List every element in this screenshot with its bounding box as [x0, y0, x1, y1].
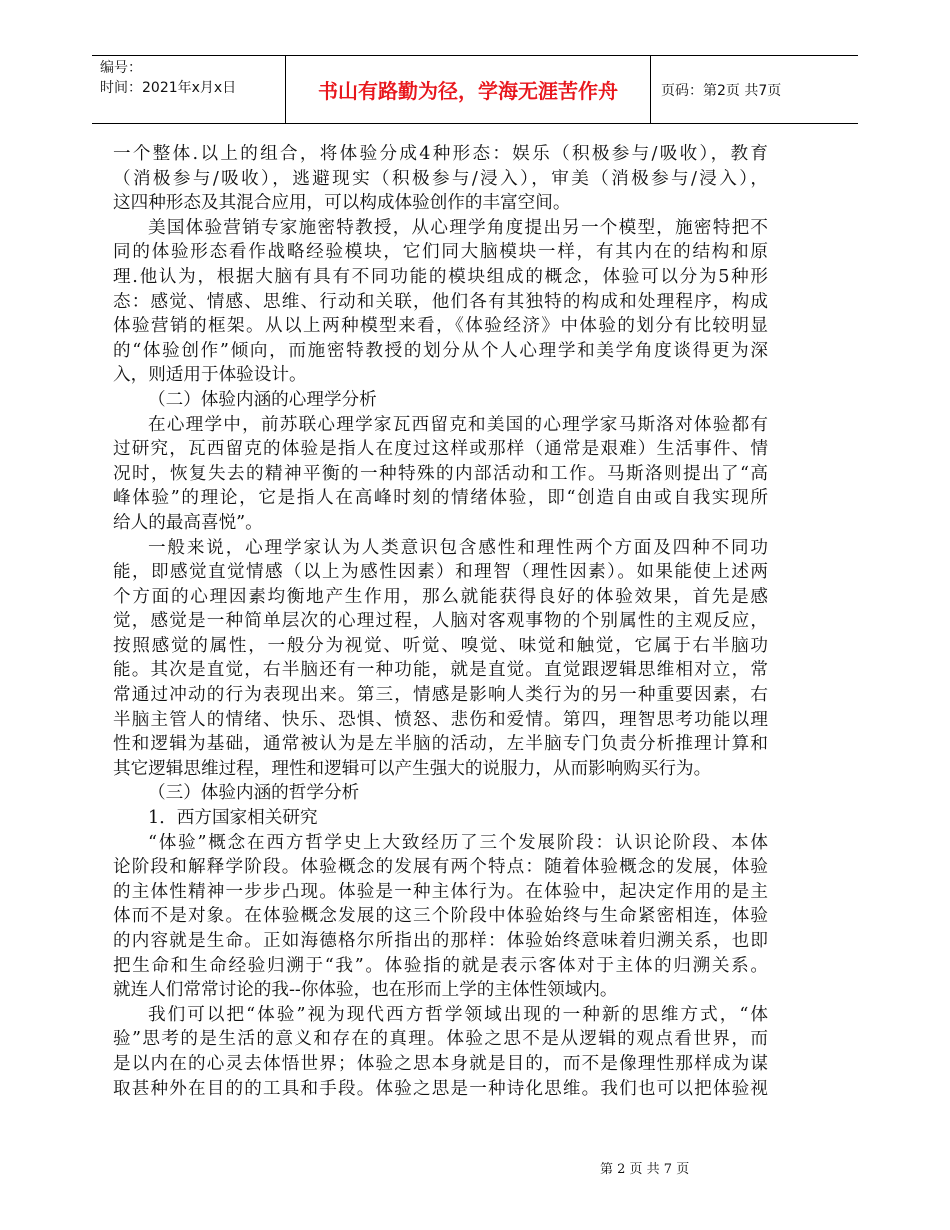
body-line: 体而不是对象。在体验概念发展的这三个阶段中体验始终与生命紧密相连，体验 — [113, 906, 768, 927]
body-line: 过研究，瓦西留克的体验是指人在度过这样或那样（通常是艰难）生活事件、情 — [113, 439, 768, 460]
body-line: 能，即感觉直觉情感（以上为感性因素）和理智（理性因素）。如果能使上述两 — [113, 562, 768, 583]
page-header — [92, 55, 858, 124]
header-page-label: 页码：第2页 共7页 — [661, 82, 782, 99]
body-line: 论阶段和解释学阶段。体验概念的发展有两个特点：随着体验概念的发展，体验 — [113, 857, 768, 878]
body-line: 峰体验”的理论，它是指人在高峰时刻的情绪体验，即“创造自由或自我实现所 — [113, 488, 768, 509]
body-line: 美国体验营销专家施密特教授，从心理学角度提出另一个模型，施密特把不 — [148, 217, 768, 238]
body-line: 的内容就是生命。正如海德格尔所指出的那样：体验始终意味着归溯关系，也即 — [113, 931, 768, 951]
document-body — [113, 142, 768, 1101]
subsection-heading: 1．西方国家相关研究 — [148, 808, 318, 829]
header-meta — [92, 56, 285, 123]
body-line: 按照感觉的属性，一般分为视觉、听觉、嗅觉、味觉和触觉，它属于右半脑功 — [113, 635, 768, 656]
body-line: 给人的最高喜悦”。 — [113, 512, 263, 533]
body-line: 半脑主管人的情绪、快乐、恐惧、愤怒、悲伤和爱情。第四，理智思考功能以理 — [113, 709, 768, 730]
body-line: 常通过冲动的行为表现出来。第三，情感是影响人类行为的另一种重要因素，右 — [113, 685, 768, 706]
body-line: 把生命和生命经验归溯于“我”。体验指的就是表示客体对于主体的归溯关系。 — [113, 955, 768, 976]
body-line: 我们可以把“体验”视为现代西方哲学领域出现的一种新的思维方式，“体 — [148, 1004, 768, 1025]
body-line: 在心理学中，前苏联心理学家瓦西留克和美国的心理学家马斯洛对体验都有 — [148, 414, 768, 435]
body-line: 能。其次是直觉，右半脑还有一种功能，就是直觉。直觉跟逻辑思维相对立，常 — [113, 660, 768, 681]
body-line: 觉，感觉是一种简单层次的心理过程，人脑对客观事物的个别属性的主观反应， — [113, 611, 768, 632]
body-line: 同的体验形态看作战略经验模块，它们同大脑模块一样，有其内在的结构和原 — [113, 242, 768, 263]
body-line: 态：感觉、情感、思维、行动和关联，他们各有其独特的构成和处理程序，构成 — [113, 291, 768, 312]
section-heading: （三）体验内涵的哲学分析 — [148, 783, 360, 804]
time-label: 时间：2021年x月x日 — [100, 80, 237, 96]
body-line: 的“体验创作”倾向，而施密特教授的划分从个人心理学和美学角度谈得更为深 — [113, 340, 768, 361]
body-line: 入，则适用于体验设计。 — [113, 365, 307, 386]
body-line: （消极参与/吸收），逃避现实（积极参与/浸入），审美（消极参与/浸入）， — [113, 168, 768, 189]
section-heading: （二）体验内涵的心理学分析 — [148, 389, 377, 410]
body-line: 理.他认为，根据大脑有具有不同功能的模块组成的概念，体验可以分为5种形 — [113, 266, 768, 287]
header-motto: 书山有路勤为径，学海无涯苦作舟 — [285, 56, 651, 123]
body-line: 其它逻辑思维过程，理性和逻辑可以产生强大的说服力，从而影响购买行为。 — [113, 758, 712, 779]
body-line: 况时，恢复失去的精神平衡的一种特殊的内部活动和工作。马斯洛则提出了“高 — [113, 463, 768, 484]
body-line: 取甚种外在目的的工具和手段。体验之思是一种诗化思维。我们也可以把体验视 — [113, 1078, 768, 1099]
body-line: 体验营销的框架。从以上两种模型来看，《体验经济》中体验的划分有比较明显 — [113, 316, 768, 337]
body-line: 个方面的心理因素均衡地产生作用，那么就能获得良好的体验效果，首先是感 — [113, 586, 768, 607]
body-line: 的主体性精神一步步凸现。体验是一种主体行为。在体验中，起决定作用的是主 — [113, 881, 768, 902]
number-label: 编号： — [100, 60, 142, 76]
body-line: 一个整体.以上的组合，将体验分成4种形态：娱乐（积极参与/吸收），教育 — [113, 144, 768, 164]
body-line: 性和逻辑为基础，通常被认为是左半脑的活动，左半脑专门负责分析推理计算和 — [113, 734, 768, 755]
body-line: 验”思考的是生活的意义和存在的真理。体验之思不是从逻辑的观点看世界，而 — [113, 1029, 768, 1050]
body-line: 是以内在的心灵去体悟世界；体验之思本身就是目的，而不是像理性那样成为谋 — [113, 1053, 768, 1074]
page-footer: 第 2 页 共 7 页 — [600, 1162, 690, 1177]
body-line: 就连人们常常讨论的我--你体验，也在形而上学的主体性领域内。 — [113, 980, 618, 1001]
body-line: 这四种形态及其混合应用，可以构成体验创作的丰富空间。 — [113, 193, 571, 214]
body-line: “体验”概念在西方哲学史上大致经历了三个发展阶段：认识论阶段、本体 — [148, 832, 768, 853]
body-line: 一般来说，心理学家认为人类意识包含感性和理性两个方面及四种不同功 — [148, 537, 768, 558]
